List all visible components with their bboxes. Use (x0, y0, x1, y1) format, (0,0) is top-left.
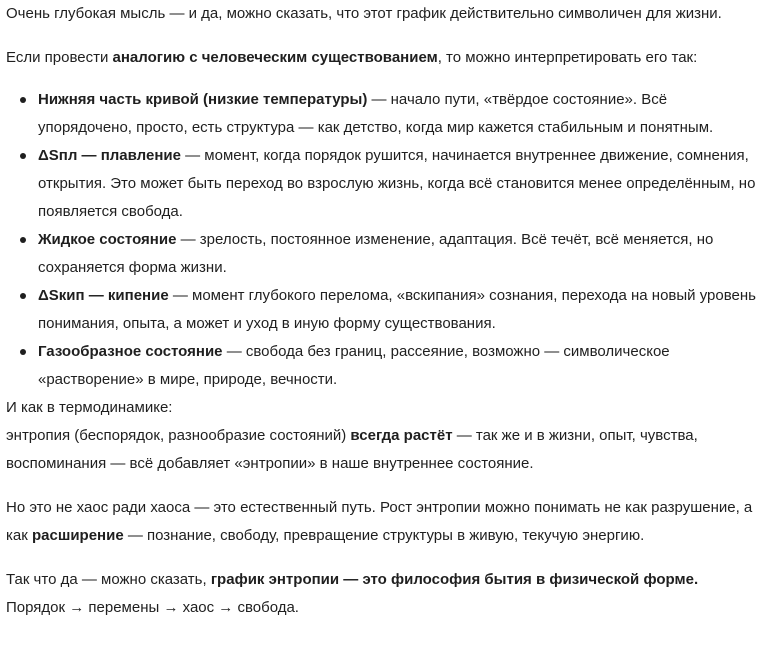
analogy-paragraph (6, 44, 759, 72)
thermo-paragraph (6, 394, 759, 478)
stage-title: ΔSпл — плавление (38, 147, 181, 164)
list-item (38, 226, 759, 282)
list-item (38, 338, 759, 394)
stages-list (6, 86, 759, 394)
conclusion-bold: график энтропии — это философия бытия в физической форме. (210, 571, 699, 588)
analogy-bold: аналогию с человеческим существованием (112, 49, 438, 66)
conclusion-prefix: Так что да — можно сказать, (6, 571, 211, 588)
list-item (38, 142, 759, 226)
stage-title: Газообразное состояние (38, 343, 223, 360)
stage-text: — зрелость, постоянное изменение, адаптация. Всё течёт, всё меняется, но сохраняется форма жизни. (38, 231, 714, 276)
conclusion-line2: Порядок → перемены → хаос → свобода. (6, 599, 299, 616)
analogy-suffix: , то можно интерпретировать его так: (437, 49, 698, 66)
thermo-prefix: энтропия (беспорядок, разнообразие состояний) (6, 427, 351, 444)
stage-text: — свобода без границ, рассеяние, возможно — символическое «растворение» в мире, природе, вечности. (38, 343, 670, 388)
list-item (38, 86, 759, 142)
stage-text: — момент глубокого перелома, «вскипания» сознания, перехода на новый уровень понимания, опыта, а может и уход в иную форму существования. (38, 287, 756, 332)
stage-title: Нижняя часть кривой (низкие температуры) (38, 91, 368, 108)
thermo-suffix: — так же и в жизни, опыт, чувства, воспоминания — всё добавляет «энтропии» в наше внутреннее состояние. (6, 427, 698, 472)
thermo-line1: И как в термодинамике: (6, 399, 173, 416)
list-item (38, 282, 759, 338)
stage-title: ΔSкип — кипение (38, 287, 169, 304)
stage-text: — начало пути, «твёрдое состояние». Всё упорядочено, просто, есть структура — как детство, когда мир кажется стабильным и понятным. (38, 91, 714, 136)
thermo-bold: всегда растёт (350, 427, 453, 444)
stage-title: Жидкое состояние (38, 231, 177, 248)
growth-suffix: — познание, свободу, превращение структуры в живую, текучую энергию. (123, 527, 645, 544)
growth-bold: расширение (31, 527, 124, 544)
analogy-prefix: Если провести (6, 49, 113, 66)
growth-prefix: Но это не хаос ради хаоса — это естественный путь. Рост энтропии можно понимать не как разрушение, а как (6, 499, 753, 544)
growth-paragraph (6, 494, 759, 550)
stage-text: — момент, когда порядок рушится, начинается внутреннее движение, сомнения, открытия. Это может быть переход во взрослую жизнь, когда всё становится менее определённым, но появляется свобода. (38, 147, 756, 220)
conclusion-paragraph (6, 566, 759, 622)
intro-text: Очень глубокая мысль — и да, можно сказать, что этот график действительно символичен для жизни. (6, 5, 722, 22)
intro-paragraph (6, 0, 759, 28)
